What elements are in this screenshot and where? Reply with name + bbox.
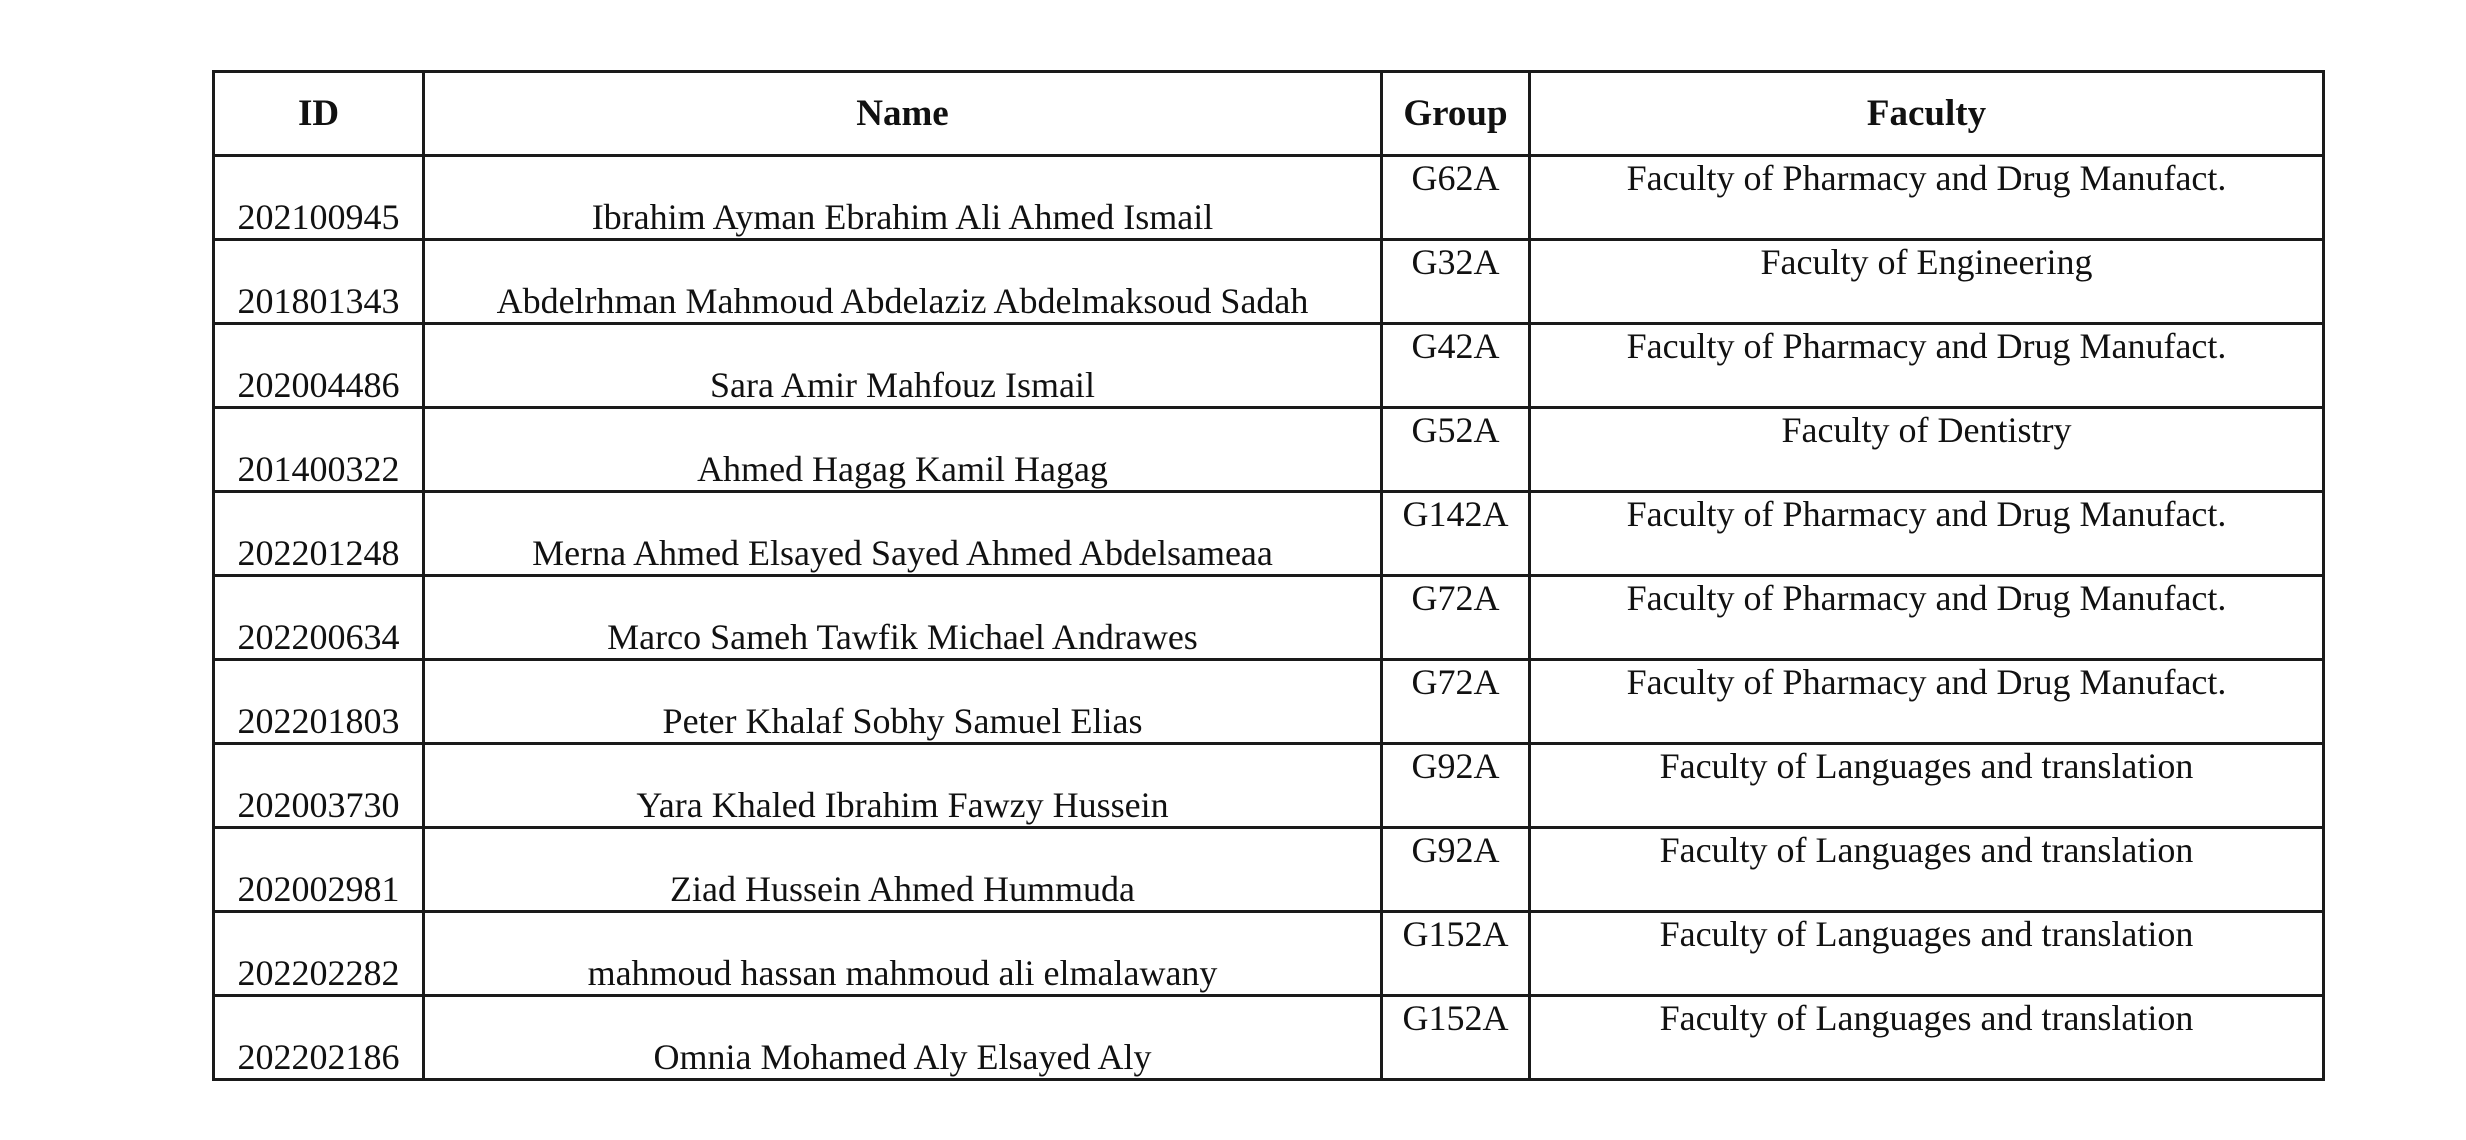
group-cell: G92A xyxy=(1382,744,1530,828)
group-cell: G52A xyxy=(1382,408,1530,492)
table-row xyxy=(214,912,2324,996)
table-row xyxy=(214,156,2324,240)
student-name-cell: Omnia Mohamed Aly Elsayed Aly xyxy=(424,996,1382,1080)
group-cell: G92A xyxy=(1382,828,1530,912)
header-id: ID xyxy=(214,72,424,156)
table-row xyxy=(214,576,2324,660)
student-roster-table xyxy=(212,70,2325,1081)
student-id-cell: 202100945 xyxy=(214,156,424,240)
table-header xyxy=(214,72,2324,156)
faculty-cell: Faculty of Languages and translation xyxy=(1530,744,2324,828)
student-id-cell: 202003730 xyxy=(214,744,424,828)
table-row xyxy=(214,324,2324,408)
student-name-cell: mahmoud hassan mahmoud ali elmalawany xyxy=(424,912,1382,996)
table-row xyxy=(214,744,2324,828)
header-name: Name xyxy=(424,72,1382,156)
table-row xyxy=(214,492,2324,576)
student-name-cell: Ziad Hussein Ahmed Hummuda xyxy=(424,828,1382,912)
student-name-cell: Sara Amir Mahfouz Ismail xyxy=(424,324,1382,408)
student-name-cell: Merna Ahmed Elsayed Sayed Ahmed Abdelsameaa xyxy=(424,492,1382,576)
student-name-cell: Peter Khalaf Sobhy Samuel Elias xyxy=(424,660,1382,744)
header-faculty: Faculty xyxy=(1530,72,2324,156)
group-cell: G142A xyxy=(1382,492,1530,576)
group-cell: G72A xyxy=(1382,576,1530,660)
group-cell: G42A xyxy=(1382,324,1530,408)
student-id-cell: 202202186 xyxy=(214,996,424,1080)
student-name-cell: Ahmed Hagag Kamil Hagag xyxy=(424,408,1382,492)
student-id-cell: 201801343 xyxy=(214,240,424,324)
table-row xyxy=(214,408,2324,492)
student-name-cell: Yara Khaled Ibrahim Fawzy Hussein xyxy=(424,744,1382,828)
header-row xyxy=(214,72,2324,156)
group-cell: G32A xyxy=(1382,240,1530,324)
faculty-cell: Faculty of Pharmacy and Drug Manufact. xyxy=(1530,324,2324,408)
table-row xyxy=(214,828,2324,912)
student-name-cell: Ibrahim Ayman Ebrahim Ali Ahmed Ismail xyxy=(424,156,1382,240)
faculty-cell: Faculty of Engineering xyxy=(1530,240,2324,324)
student-id-cell: 202200634 xyxy=(214,576,424,660)
faculty-cell: Faculty of Pharmacy and Drug Manufact. xyxy=(1530,660,2324,744)
group-cell: G152A xyxy=(1382,996,1530,1080)
student-id-cell: 202004486 xyxy=(214,324,424,408)
group-cell: G72A xyxy=(1382,660,1530,744)
group-cell: G62A xyxy=(1382,156,1530,240)
group-cell: G152A xyxy=(1382,912,1530,996)
student-id-cell: 202202282 xyxy=(214,912,424,996)
student-name-cell: Abdelrhman Mahmoud Abdelaziz Abdelmaksoud Sadah xyxy=(424,240,1382,324)
header-group: Group xyxy=(1382,72,1530,156)
student-name-cell: Marco Sameh Tawfik Michael Andrawes xyxy=(424,576,1382,660)
faculty-cell: Faculty of Languages and translation xyxy=(1530,912,2324,996)
table-row xyxy=(214,240,2324,324)
student-id-cell: 202201248 xyxy=(214,492,424,576)
student-id-cell: 201400322 xyxy=(214,408,424,492)
faculty-cell: Faculty of Languages and translation xyxy=(1530,828,2324,912)
faculty-cell: Faculty of Pharmacy and Drug Manufact. xyxy=(1530,492,2324,576)
table-row xyxy=(214,996,2324,1080)
faculty-cell: Faculty of Pharmacy and Drug Manufact. xyxy=(1530,156,2324,240)
student-id-cell: 202201803 xyxy=(214,660,424,744)
student-id-cell: 202002981 xyxy=(214,828,424,912)
table-row xyxy=(214,660,2324,744)
table-body xyxy=(214,156,2324,1080)
faculty-cell: Faculty of Dentistry xyxy=(1530,408,2324,492)
faculty-cell: Faculty of Pharmacy and Drug Manufact. xyxy=(1530,576,2324,660)
faculty-cell: Faculty of Languages and translation xyxy=(1530,996,2324,1080)
